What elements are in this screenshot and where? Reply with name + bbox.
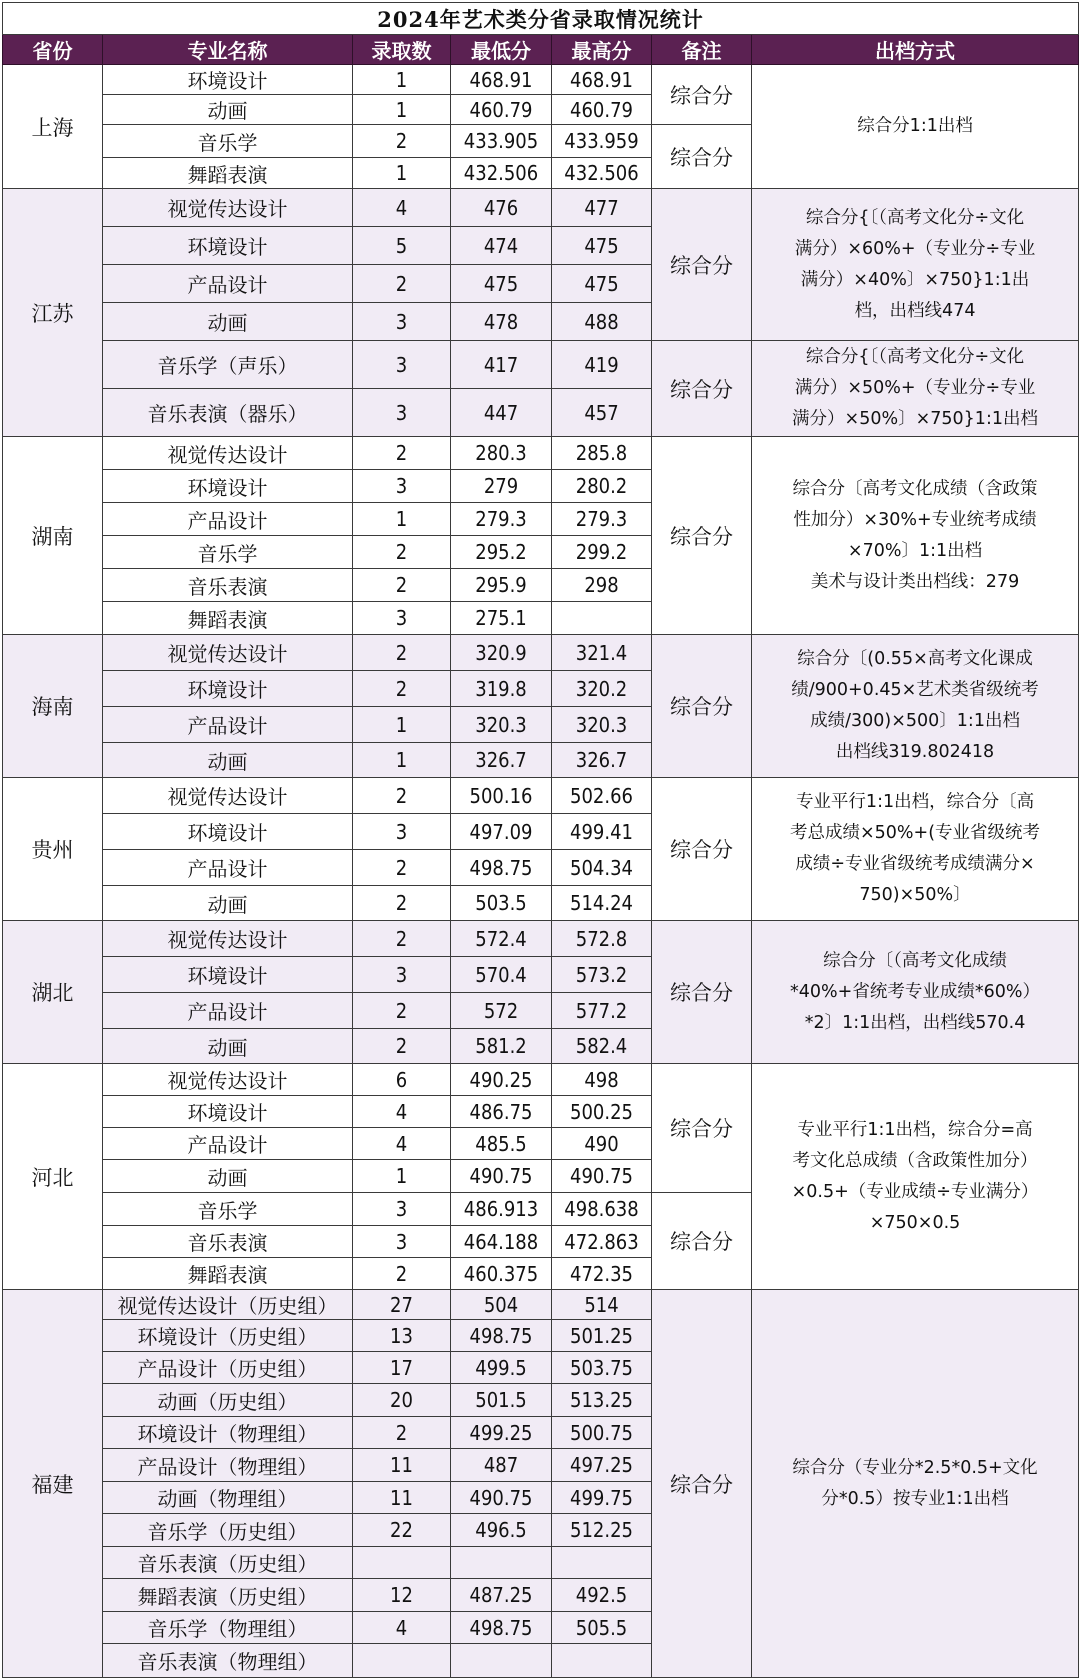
method-cell xyxy=(752,778,1079,921)
method-cell xyxy=(752,921,1079,1064)
table-row xyxy=(3,437,1079,470)
count-cell: 3 xyxy=(353,1193,451,1226)
min-score-cell: 478 xyxy=(451,303,552,341)
major-cell: 音乐表演（历史组） xyxy=(103,1547,353,1579)
min-score-cell xyxy=(451,1547,552,1579)
min-score-cell: 460.375 xyxy=(451,1258,552,1290)
min-score-cell: 486.75 xyxy=(451,1096,552,1128)
max-score-cell: 433.959 xyxy=(552,125,652,158)
major-cell: 舞蹈表演 xyxy=(103,602,353,635)
major-cell: 音乐学（物理组） xyxy=(103,1612,353,1644)
header-row xyxy=(3,35,1079,65)
major-cell: 产品设计 xyxy=(103,503,353,536)
max-score-cell xyxy=(552,1644,652,1678)
note-cell: 综合分 xyxy=(652,437,752,635)
method-line: 绩/900+0.45×艺术类省级统考 xyxy=(791,680,1039,700)
min-score-cell: 501.5 xyxy=(451,1384,552,1417)
table-row xyxy=(3,65,1079,95)
min-score-cell: 490.25 xyxy=(451,1064,552,1096)
min-score-cell: 496.5 xyxy=(451,1514,552,1547)
min-score-cell: 497.09 xyxy=(451,814,552,850)
max-score-cell: 501.25 xyxy=(552,1320,652,1352)
min-score-cell: 326.7 xyxy=(451,743,552,778)
header-count: 录取数 xyxy=(353,35,451,65)
max-score-cell: 572.8 xyxy=(552,921,652,957)
max-score-cell: 514.24 xyxy=(552,886,652,921)
method-line: 综合分（专业分*2.5*0.5+文化 xyxy=(792,1457,1038,1478)
min-score-cell: 468.91 xyxy=(451,65,552,95)
count-cell: 4 xyxy=(353,189,451,227)
max-score-cell: 477 xyxy=(552,189,652,227)
max-score-cell: 279.3 xyxy=(552,503,652,536)
count-cell: 2 xyxy=(353,635,451,671)
header-min: 最低分 xyxy=(451,35,552,65)
note-cell: 综合分 xyxy=(652,1290,752,1678)
min-score-cell: 498.75 xyxy=(451,1320,552,1352)
note-cell: 综合分 xyxy=(652,341,752,437)
method-line: 综合分{〔（高考文化分÷文化 xyxy=(805,207,1025,228)
method-line: 专业平行1:1出档，综合分=高 xyxy=(797,1119,1033,1140)
count-cell: 2 xyxy=(353,536,451,569)
max-score-cell: 298 xyxy=(552,569,652,602)
method-line: 成绩/300)×500〕1:1出档 xyxy=(810,711,1020,731)
method-line: 考总成绩×50%+(专业省级统考 xyxy=(789,823,1041,843)
method-line: 成绩÷专业省级统考成绩满分× xyxy=(795,854,1035,874)
count-cell: 1 xyxy=(353,95,451,125)
count-cell: 1 xyxy=(353,503,451,536)
major-cell: 视觉传达设计 xyxy=(103,437,353,470)
count-cell: 27 xyxy=(353,1290,451,1320)
major-cell: 动画（历史组） xyxy=(103,1384,353,1417)
count-cell: 1 xyxy=(353,158,451,189)
table-row xyxy=(3,778,1079,814)
method-line: *40%+省统考专业成绩*60%） xyxy=(790,981,1040,1002)
count-cell xyxy=(353,1644,451,1678)
count-cell: 3 xyxy=(353,957,451,993)
table-row xyxy=(3,635,1079,671)
method-line: 综合分{〔（高考文化分÷文化 xyxy=(805,347,1025,367)
major-cell: 环境设计 xyxy=(103,227,353,265)
max-score-cell: 299.2 xyxy=(552,536,652,569)
max-score-cell: 502.66 xyxy=(552,778,652,814)
note-cell: 综合分 xyxy=(652,189,752,341)
count-cell: 2 xyxy=(353,778,451,814)
major-cell: 环境设计 xyxy=(103,957,353,993)
province-cell: 湖北 xyxy=(3,921,103,1064)
header-method: 出档方式 xyxy=(752,35,1079,65)
method-line: 分*0.5）按专业1:1出档 xyxy=(821,1488,1009,1509)
province-cell: 湖南 xyxy=(3,437,103,635)
count-cell: 3 xyxy=(353,1226,451,1258)
count-cell: 3 xyxy=(353,602,451,635)
count-cell: 2 xyxy=(353,1258,451,1290)
max-score-cell: 499.41 xyxy=(552,814,652,850)
max-score-cell xyxy=(552,1547,652,1579)
note-cell: 综合分 xyxy=(652,1064,752,1193)
method-line: 出档线319.802418 xyxy=(835,742,995,762)
method-line: 美术与设计类出档线：279 xyxy=(810,571,1020,592)
min-score-cell: 295.2 xyxy=(451,536,552,569)
table-title: 2024年艺术类分省录取情况统计 xyxy=(3,3,1079,35)
max-score-cell: 514 xyxy=(552,1290,652,1320)
min-score-cell: 581.2 xyxy=(451,1029,552,1064)
max-score-cell: 577.2 xyxy=(552,993,652,1029)
major-cell: 音乐表演 xyxy=(103,569,353,602)
note-cell: 综合分 xyxy=(652,125,752,189)
method-line: 满分）×40%〕×750}1:1出 xyxy=(800,269,1030,290)
method-line: 满分）×60%+（专业分÷专业 xyxy=(794,238,1036,259)
count-cell: 2 xyxy=(353,921,451,957)
count-cell: 1 xyxy=(353,707,451,743)
min-score-cell: 320.3 xyxy=(451,707,552,743)
min-score-cell: 280.3 xyxy=(451,437,552,470)
note-cell: 综合分 xyxy=(652,921,752,1064)
header-major: 专业名称 xyxy=(103,35,353,65)
major-cell: 视觉传达设计 xyxy=(103,1064,353,1096)
admission-table xyxy=(2,2,1079,1678)
count-cell: 5 xyxy=(353,227,451,265)
count-cell: 2 xyxy=(353,569,451,602)
count-cell: 2 xyxy=(353,850,451,886)
province-cell: 上海 xyxy=(3,65,103,189)
major-cell: 动画（物理组） xyxy=(103,1482,353,1514)
count-cell: 11 xyxy=(353,1482,451,1514)
header-province: 省份 xyxy=(3,35,103,65)
major-cell: 音乐学 xyxy=(103,125,353,158)
major-cell: 产品设计 xyxy=(103,993,353,1029)
major-cell: 产品设计 xyxy=(103,707,353,743)
min-score-cell: 319.8 xyxy=(451,671,552,707)
count-cell: 2 xyxy=(353,886,451,921)
count-cell: 13 xyxy=(353,1320,451,1352)
major-cell: 环境设计 xyxy=(103,470,353,503)
province-cell: 海南 xyxy=(3,635,103,778)
min-score-cell: 499.5 xyxy=(451,1352,552,1384)
min-score-cell: 572 xyxy=(451,993,552,1029)
max-score-cell: 512.25 xyxy=(552,1514,652,1547)
method-line: ×70%〕1:1出档 xyxy=(847,540,983,561)
count-cell: 1 xyxy=(353,65,451,95)
count-cell: 1 xyxy=(353,743,451,778)
major-cell: 视觉传达设计 xyxy=(103,778,353,814)
count-cell: 2 xyxy=(353,671,451,707)
max-score-cell: 472.35 xyxy=(552,1258,652,1290)
max-score-cell: 492.5 xyxy=(552,1579,652,1612)
max-score-cell: 503.75 xyxy=(552,1352,652,1384)
min-score-cell: 475 xyxy=(451,265,552,303)
method-line: 综合分〔(0.55×高考文化课成 xyxy=(797,649,1033,669)
max-score-cell: 475 xyxy=(552,227,652,265)
method-line: 档，出档线474 xyxy=(854,300,976,321)
method-cell xyxy=(752,1064,1079,1290)
min-score-cell: 572.4 xyxy=(451,921,552,957)
major-cell: 视觉传达设计 xyxy=(103,189,353,227)
max-score-cell: 582.4 xyxy=(552,1029,652,1064)
max-score-cell xyxy=(552,602,652,635)
major-cell: 音乐学（声乐） xyxy=(103,341,353,389)
max-score-cell: 499.75 xyxy=(552,1482,652,1514)
count-cell: 12 xyxy=(353,1579,451,1612)
max-score-cell: 504.34 xyxy=(552,850,652,886)
header-note: 备注 xyxy=(652,35,752,65)
major-cell: 音乐学 xyxy=(103,536,353,569)
max-score-cell: 419 xyxy=(552,341,652,389)
province-cell: 福建 xyxy=(3,1290,103,1678)
min-score-cell: 490.75 xyxy=(451,1482,552,1514)
count-cell: 4 xyxy=(353,1128,451,1160)
table-row xyxy=(3,921,1079,957)
max-score-cell: 498.638 xyxy=(552,1193,652,1226)
min-score-cell: 476 xyxy=(451,189,552,227)
method-line: 综合分〔（高考文化成绩 xyxy=(823,950,1007,971)
major-cell: 音乐表演（物理组） xyxy=(103,1644,353,1678)
major-cell: 视觉传达设计（历史组） xyxy=(103,1290,353,1320)
major-cell: 视觉传达设计 xyxy=(103,635,353,671)
method-cell xyxy=(752,189,1079,341)
major-cell: 音乐学（历史组） xyxy=(103,1514,353,1547)
table-row xyxy=(3,189,1079,227)
major-cell: 音乐学 xyxy=(103,1193,353,1226)
count-cell: 3 xyxy=(353,389,451,437)
table-row xyxy=(3,1064,1079,1096)
method-line: 专业平行1:1出档，综合分〔高 xyxy=(795,792,1035,812)
count-cell: 3 xyxy=(353,814,451,850)
max-score-cell: 457 xyxy=(552,389,652,437)
min-score-cell: 504 xyxy=(451,1290,552,1320)
max-score-cell: 498 xyxy=(552,1064,652,1096)
max-score-cell: 488 xyxy=(552,303,652,341)
major-cell: 舞蹈表演（历史组） xyxy=(103,1579,353,1612)
table-row xyxy=(3,1290,1079,1320)
province-cell: 贵州 xyxy=(3,778,103,921)
method-cell: 综合分1:1出档 xyxy=(752,65,1079,189)
min-score-cell: 447 xyxy=(451,389,552,437)
header-max: 最高分 xyxy=(552,35,652,65)
major-cell: 动画 xyxy=(103,886,353,921)
min-score-cell: 320.9 xyxy=(451,635,552,671)
major-cell: 动画 xyxy=(103,743,353,778)
major-cell: 动画 xyxy=(103,1160,353,1193)
max-score-cell: 320.2 xyxy=(552,671,652,707)
method-line: 750)×50%〕 xyxy=(859,885,971,905)
method-cell xyxy=(752,437,1079,635)
count-cell: 3 xyxy=(353,341,451,389)
method-cell xyxy=(752,1290,1079,1678)
min-score-cell: 503.5 xyxy=(451,886,552,921)
min-score-cell: 417 xyxy=(451,341,552,389)
max-score-cell: 432.506 xyxy=(552,158,652,189)
min-score-cell: 486.913 xyxy=(451,1193,552,1226)
count-cell: 1 xyxy=(353,1160,451,1193)
method-line: ×0.5+（专业成绩÷专业满分） xyxy=(791,1181,1039,1202)
note-cell: 综合分 xyxy=(652,778,752,921)
min-score-cell: 464.188 xyxy=(451,1226,552,1258)
method-line: *2〕1:1出档，出档线570.4 xyxy=(804,1012,1026,1033)
count-cell xyxy=(353,1547,451,1579)
min-score-cell: 295.9 xyxy=(451,569,552,602)
max-score-cell: 475 xyxy=(552,265,652,303)
min-score-cell: 485.5 xyxy=(451,1128,552,1160)
max-score-cell: 500.25 xyxy=(552,1096,652,1128)
max-score-cell: 573.2 xyxy=(552,957,652,993)
min-score-cell: 279 xyxy=(451,470,552,503)
major-cell: 动画 xyxy=(103,95,353,125)
min-score-cell xyxy=(451,1644,552,1678)
max-score-cell: 468.91 xyxy=(552,65,652,95)
max-score-cell: 505.5 xyxy=(552,1612,652,1644)
max-score-cell: 490.75 xyxy=(552,1160,652,1193)
max-score-cell: 280.2 xyxy=(552,470,652,503)
major-cell: 产品设计 xyxy=(103,265,353,303)
province-cell: 江苏 xyxy=(3,189,103,437)
major-cell: 环境设计 xyxy=(103,65,353,95)
major-cell: 环境设计 xyxy=(103,1096,353,1128)
count-cell: 22 xyxy=(353,1514,451,1547)
max-score-cell: 497.25 xyxy=(552,1449,652,1482)
min-score-cell: 498.75 xyxy=(451,1612,552,1644)
count-cell: 2 xyxy=(353,1417,451,1449)
count-cell: 6 xyxy=(353,1064,451,1096)
min-score-cell: 487 xyxy=(451,1449,552,1482)
count-cell: 3 xyxy=(353,303,451,341)
count-cell: 4 xyxy=(353,1096,451,1128)
min-score-cell: 460.79 xyxy=(451,95,552,125)
major-cell: 产品设计 xyxy=(103,1128,353,1160)
max-score-cell: 500.75 xyxy=(552,1417,652,1449)
count-cell: 2 xyxy=(353,993,451,1029)
max-score-cell: 513.25 xyxy=(552,1384,652,1417)
count-cell: 2 xyxy=(353,125,451,158)
note-cell: 综合分 xyxy=(652,1193,752,1290)
method-line: 性加分）×30%+专业统考成绩 xyxy=(793,509,1037,530)
major-cell: 环境设计 xyxy=(103,814,353,850)
major-cell: 动画 xyxy=(103,303,353,341)
min-score-cell: 433.905 xyxy=(451,125,552,158)
min-score-cell: 498.75 xyxy=(451,850,552,886)
min-score-cell: 500.16 xyxy=(451,778,552,814)
max-score-cell: 490 xyxy=(552,1128,652,1160)
province-cell: 河北 xyxy=(3,1064,103,1290)
count-cell: 20 xyxy=(353,1384,451,1417)
note-cell: 综合分 xyxy=(652,635,752,778)
major-cell: 动画 xyxy=(103,1029,353,1064)
max-score-cell: 320.3 xyxy=(552,707,652,743)
method-line: 满分）×50%+（专业分÷专业 xyxy=(794,378,1036,398)
table-row xyxy=(3,341,1079,389)
count-cell: 2 xyxy=(353,265,451,303)
major-cell: 环境设计 xyxy=(103,671,353,707)
min-score-cell: 275.1 xyxy=(451,602,552,635)
min-score-cell: 279.3 xyxy=(451,503,552,536)
method-line: 考文化总成绩（含政策性加分） xyxy=(792,1150,1038,1171)
method-line: 综合分〔高考文化成绩（含政策 xyxy=(792,478,1038,499)
major-cell: 环境设计（历史组） xyxy=(103,1320,353,1352)
major-cell: 产品设计（物理组） xyxy=(103,1449,353,1482)
count-cell: 3 xyxy=(353,470,451,503)
max-score-cell: 460.79 xyxy=(552,95,652,125)
count-cell: 4 xyxy=(353,1612,451,1644)
major-cell: 音乐表演（器乐） xyxy=(103,389,353,437)
major-cell: 产品设计 xyxy=(103,850,353,886)
max-score-cell: 326.7 xyxy=(552,743,652,778)
min-score-cell: 490.75 xyxy=(451,1160,552,1193)
major-cell: 舞蹈表演 xyxy=(103,158,353,189)
method-line: 满分）×50%〕×750}1:1出档 xyxy=(792,409,1038,429)
count-cell: 11 xyxy=(353,1449,451,1482)
major-cell: 音乐表演 xyxy=(103,1226,353,1258)
major-cell: 产品设计（历史组） xyxy=(103,1352,353,1384)
major-cell: 舞蹈表演 xyxy=(103,1258,353,1290)
method-cell xyxy=(752,635,1079,778)
max-score-cell: 472.863 xyxy=(552,1226,652,1258)
min-score-cell: 570.4 xyxy=(451,957,552,993)
max-score-cell: 285.8 xyxy=(552,437,652,470)
note-cell: 综合分 xyxy=(652,65,752,125)
major-cell: 环境设计（物理组） xyxy=(103,1417,353,1449)
min-score-cell: 499.25 xyxy=(451,1417,552,1449)
min-score-cell: 474 xyxy=(451,227,552,265)
min-score-cell: 432.506 xyxy=(451,158,552,189)
max-score-cell: 321.4 xyxy=(552,635,652,671)
major-cell: 视觉传达设计 xyxy=(103,921,353,957)
method-line: ×750×0.5 xyxy=(869,1212,961,1233)
count-cell: 17 xyxy=(353,1352,451,1384)
count-cell: 2 xyxy=(353,437,451,470)
method-cell xyxy=(752,341,1079,437)
min-score-cell: 487.25 xyxy=(451,1579,552,1612)
count-cell: 2 xyxy=(353,1029,451,1064)
